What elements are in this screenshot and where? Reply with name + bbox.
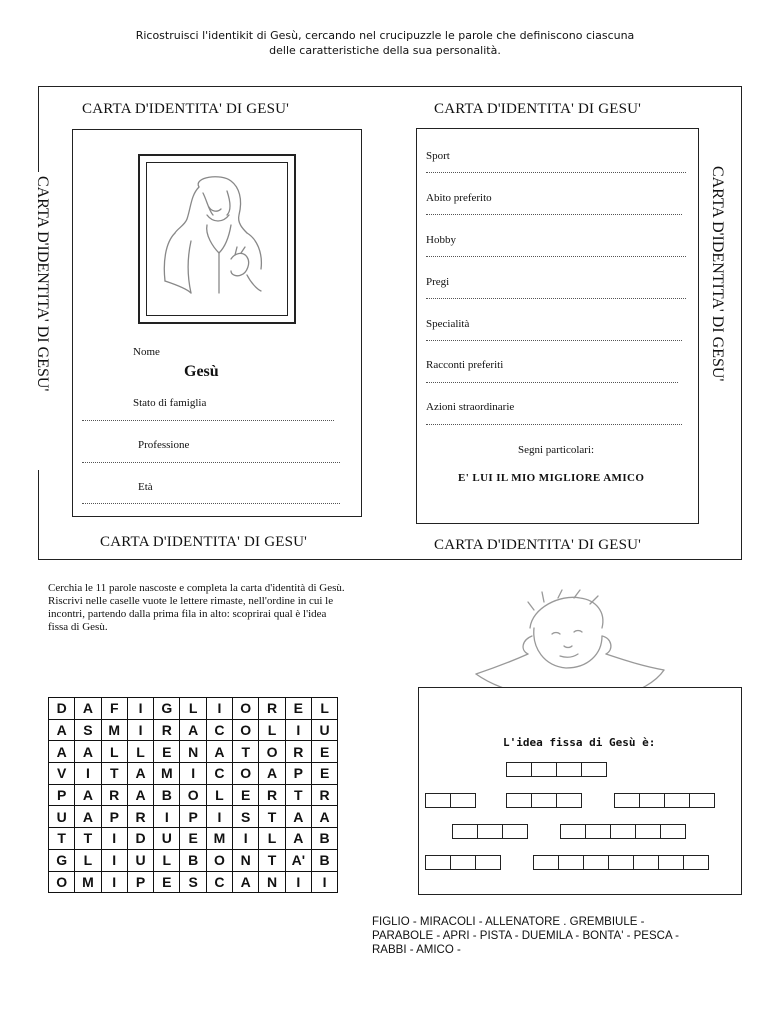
answer-cell[interactable] [583, 855, 609, 870]
answer-cell[interactable] [477, 824, 503, 839]
answer-cell[interactable] [556, 762, 582, 777]
grid-cell[interactable]: M [75, 871, 101, 893]
grid-cell[interactable]: A [311, 806, 337, 828]
grid-cell[interactable]: P [101, 806, 127, 828]
answer-word-7[interactable] [425, 855, 500, 870]
grid-cell[interactable]: A [75, 741, 101, 763]
card-title-vertical-right: CARTA D'IDENTITA' DI GESU' [706, 162, 728, 460]
professione-field[interactable] [82, 462, 340, 463]
grid-cell[interactable]: E [180, 828, 206, 850]
grid-cell[interactable]: I [154, 806, 180, 828]
grid-cell[interactable]: I [101, 828, 127, 850]
answer-cell[interactable] [660, 824, 686, 839]
grid-cell[interactable]: U [154, 828, 180, 850]
word-list [372, 915, 732, 957]
grid-cell[interactable]: R [259, 784, 285, 806]
thinking-child-drawing [470, 588, 670, 700]
grid-cell[interactable]: U [49, 806, 75, 828]
grid-cell[interactable]: A [206, 741, 232, 763]
grid-row [49, 763, 338, 785]
answer-cell[interactable] [425, 855, 451, 870]
grid-cell[interactable]: A [49, 741, 75, 763]
grid-cell[interactable]: V [49, 763, 75, 785]
answer-cell[interactable] [658, 855, 684, 870]
grid-cell[interactable]: P [180, 806, 206, 828]
grid-cell[interactable]: C [206, 871, 232, 893]
grid-cell[interactable]: L [75, 849, 101, 871]
field-hobby[interactable] [426, 256, 686, 257]
answer-cell[interactable] [558, 855, 584, 870]
grid-cell[interactable]: E [285, 698, 311, 720]
grid-cell[interactable]: R [101, 784, 127, 806]
grid-cell[interactable]: L [180, 698, 206, 720]
segni-particolari-label: Segni particolari: [518, 444, 595, 456]
grid-cell[interactable]: I [127, 719, 153, 741]
grid-cell[interactable]: E [233, 784, 259, 806]
grid-cell[interactable]: O [180, 784, 206, 806]
answer-word-3[interactable] [506, 793, 581, 808]
grid-cell[interactable]: N [180, 741, 206, 763]
grid-row [49, 719, 338, 741]
answer-cell[interactable] [556, 793, 582, 808]
grid-cell[interactable]: A [127, 784, 153, 806]
puzzle-instruction-line-3: incontri, partendo dalla prima fila in alto: scoprirai qual è l'idea [48, 608, 327, 620]
puzzle-instruction-line-2: Riscrivi nelle caselle vuote le lettere rimaste, nell'ordine in cui le [48, 595, 334, 607]
grid-cell[interactable]: T [49, 828, 75, 850]
field-label-specialita: Specialità [426, 318, 470, 330]
grid-cell[interactable]: L [101, 741, 127, 763]
field-sport[interactable] [426, 172, 686, 173]
grid-row [49, 828, 338, 850]
grid-cell[interactable]: M [154, 763, 180, 785]
grid-cell[interactable]: A [75, 698, 101, 720]
word-search-grid [48, 697, 338, 893]
grid-cell[interactable]: O [233, 763, 259, 785]
grid-cell[interactable]: T [259, 806, 285, 828]
grid-cell[interactable]: R [259, 698, 285, 720]
answer-cell[interactable] [533, 855, 559, 870]
answer-cell[interactable] [608, 855, 634, 870]
grid-cell[interactable]: A [49, 719, 75, 741]
grid-cell[interactable]: A [127, 763, 153, 785]
grid-cell[interactable]: S [233, 806, 259, 828]
grid-cell[interactable]: I [180, 763, 206, 785]
card-title-vertical-left: CARTA D'IDENTITA' DI GESU' [31, 172, 53, 470]
answer-cell[interactable] [452, 824, 478, 839]
grid-cell[interactable]: R [154, 719, 180, 741]
answer-cell[interactable] [502, 824, 528, 839]
grid-cell[interactable]: T [259, 849, 285, 871]
grid-cell[interactable]: U [311, 719, 337, 741]
grid-cell[interactable]: O [206, 849, 232, 871]
photo-inner-frame [146, 162, 288, 316]
answer-cell[interactable] [614, 793, 640, 808]
answer-cell[interactable] [664, 793, 690, 808]
professione-label: Professione [138, 439, 190, 451]
grid-cell[interactable]: E [311, 741, 337, 763]
card-title-top-left: CARTA D'IDENTITA' DI GESU' [82, 101, 290, 117]
grid-cell[interactable]: O [49, 871, 75, 893]
grid-cell[interactable]: B [154, 784, 180, 806]
answer-word-6[interactable] [560, 824, 685, 839]
answer-cell[interactable] [506, 762, 532, 777]
stato-famiglia-label: Stato di famiglia [133, 397, 207, 409]
grid-cell[interactable]: L [259, 719, 285, 741]
grid-cell[interactable]: I [206, 806, 232, 828]
grid-cell[interactable]: L [311, 698, 337, 720]
grid-row [49, 784, 338, 806]
grid-cell[interactable]: I [285, 871, 311, 893]
word-list-line-2: PARABOLE - APRI - PISTA - DUEMILA - BONTA' - PESCA - [372, 930, 680, 942]
answer-cell[interactable] [531, 762, 557, 777]
grid-cell[interactable]: B [311, 849, 337, 871]
grid-cell[interactable]: O [233, 719, 259, 741]
grid-cell[interactable]: E [154, 871, 180, 893]
grid-cell[interactable]: N [233, 849, 259, 871]
grid-cell[interactable]: U [127, 849, 153, 871]
grid-cell[interactable]: R [311, 784, 337, 806]
grid-row [49, 806, 338, 828]
answer-cell[interactable] [639, 793, 665, 808]
word-list-line-1: FIGLIO - MIRACOLI - ALLENATORE . GREMBIULE - [372, 916, 645, 928]
word-list-line-3: RABBI - AMICO - [372, 944, 461, 956]
grid-cell[interactable]: I [127, 698, 153, 720]
grid-cell[interactable]: E [154, 741, 180, 763]
grid-cell[interactable]: T [101, 763, 127, 785]
grid-cell[interactable]: P [49, 784, 75, 806]
instruction-line-1: Ricostruisci l'identikit di Gesù, cercando nel crucipuzzle le parole che definiscono ciascuna [135, 29, 635, 42]
field-abito[interactable] [426, 214, 682, 215]
grid-row [49, 741, 338, 763]
grid-cell[interactable]: G [49, 849, 75, 871]
grid-cell[interactable]: D [49, 698, 75, 720]
answer-word-5[interactable] [452, 824, 527, 839]
grid-cell[interactable]: R [285, 741, 311, 763]
puzzle-instruction-line-4: fissa di Gesù. [48, 621, 108, 633]
grid-cell[interactable]: A [285, 806, 311, 828]
answer-cell[interactable] [475, 855, 501, 870]
answer-word-4[interactable] [614, 793, 714, 808]
grid-cell[interactable]: S [180, 871, 206, 893]
grid-cell[interactable]: I [285, 719, 311, 741]
field-racconti[interactable] [426, 382, 678, 383]
grid-cell[interactable]: I [206, 698, 232, 720]
grid-cell[interactable]: L [206, 784, 232, 806]
field-specialita[interactable] [426, 340, 682, 341]
grid-cell[interactable]: S [75, 719, 101, 741]
grid-cell[interactable]: A [75, 784, 101, 806]
field-label-hobby: Hobby [426, 234, 456, 246]
answer-word-8[interactable] [533, 855, 708, 870]
grid-cell[interactable]: I [101, 849, 127, 871]
grid-cell[interactable]: T [233, 741, 259, 763]
grid-cell[interactable]: A [233, 871, 259, 893]
answer-cell[interactable] [531, 793, 557, 808]
grid-cell[interactable]: I [101, 871, 127, 893]
eta-label: Età [138, 481, 153, 493]
answer-cell[interactable] [425, 793, 451, 808]
grid-cell[interactable]: C [206, 719, 232, 741]
puzzle-instruction [48, 582, 408, 634]
grid-cell[interactable]: A [285, 828, 311, 850]
grid-cell[interactable]: L [127, 741, 153, 763]
answer-cell[interactable] [610, 824, 636, 839]
grid-cell[interactable]: P [285, 763, 311, 785]
grid-cell[interactable]: E [311, 763, 337, 785]
jesus-portrait-drawing [147, 163, 287, 315]
grid-row [49, 849, 338, 871]
grid-cell[interactable]: A [75, 806, 101, 828]
answer-cell[interactable] [683, 855, 709, 870]
nome-label: Nome [133, 346, 160, 358]
segni-particolari-value: E' LUI IL MIO MIGLIORE AMICO [458, 472, 645, 484]
grid-cell[interactable]: D [127, 828, 153, 850]
answer-cell[interactable] [581, 762, 607, 777]
grid-cell[interactable]: P [127, 871, 153, 893]
field-label-azioni: Azioni straordinarie [426, 401, 515, 413]
grid-cell[interactable]: A [180, 719, 206, 741]
field-label-abito: Abito preferito [426, 192, 492, 204]
card-title-top-right: CARTA D'IDENTITA' DI GESU' [434, 101, 642, 117]
grid-cell[interactable]: T [285, 784, 311, 806]
grid-cell[interactable]: N [259, 871, 285, 893]
grid-cell[interactable]: G [154, 698, 180, 720]
grid-cell[interactable]: B [180, 849, 206, 871]
instruction-line-2: delle caratteristiche della sua personalità. [269, 44, 501, 57]
instruction-text [60, 28, 710, 58]
grid-cell[interactable]: I [233, 828, 259, 850]
field-label-racconti: Racconti preferiti [426, 359, 504, 371]
field-pregi[interactable] [426, 298, 686, 299]
grid-cell[interactable]: F [101, 698, 127, 720]
answer-cell[interactable] [633, 855, 659, 870]
grid-cell[interactable]: T [75, 828, 101, 850]
field-azioni[interactable] [426, 424, 682, 425]
idea-fissa-title: L'idea fissa di Gesù è: [503, 736, 656, 749]
answer-cell[interactable] [450, 855, 476, 870]
card-title-bottom-right: CARTA D'IDENTITA' DI GESU' [434, 537, 642, 553]
answer-word-2[interactable] [425, 793, 475, 808]
puzzle-instruction-line-1: Cerchia le 11 parole nascoste e completa la carta d'identità di Gesù. [48, 582, 345, 594]
grid-cell[interactable]: M [206, 828, 232, 850]
answer-cell[interactable] [506, 793, 532, 808]
answer-cell[interactable] [585, 824, 611, 839]
grid-cell[interactable]: B [311, 828, 337, 850]
grid-cell[interactable]: M [101, 719, 127, 741]
grid-cell[interactable]: L [259, 828, 285, 850]
grid-row [49, 871, 338, 893]
card-title-bottom-left: CARTA D'IDENTITA' DI GESU' [100, 534, 308, 550]
answer-cell[interactable] [689, 793, 715, 808]
grid-cell[interactable]: O [259, 741, 285, 763]
grid-cell[interactable]: I [311, 871, 337, 893]
grid-cell[interactable]: A [259, 763, 285, 785]
field-label-sport: Sport [426, 150, 450, 162]
nome-value: Gesù [184, 363, 219, 380]
stato-famiglia-field[interactable] [82, 420, 334, 421]
answer-cell[interactable] [450, 793, 476, 808]
field-label-pregi: Pregi [426, 276, 450, 288]
answer-word-1[interactable] [506, 762, 606, 777]
answer-cell[interactable] [635, 824, 661, 839]
eta-field[interactable] [82, 503, 340, 504]
grid-cell[interactable]: R [127, 806, 153, 828]
grid-cell[interactable]: L [154, 849, 180, 871]
grid-row [49, 698, 338, 720]
grid-cell[interactable]: A' [285, 849, 311, 871]
grid-cell[interactable]: I [75, 763, 101, 785]
grid-cell[interactable]: O [233, 698, 259, 720]
answer-cell[interactable] [560, 824, 586, 839]
grid-cell[interactable]: C [206, 763, 232, 785]
